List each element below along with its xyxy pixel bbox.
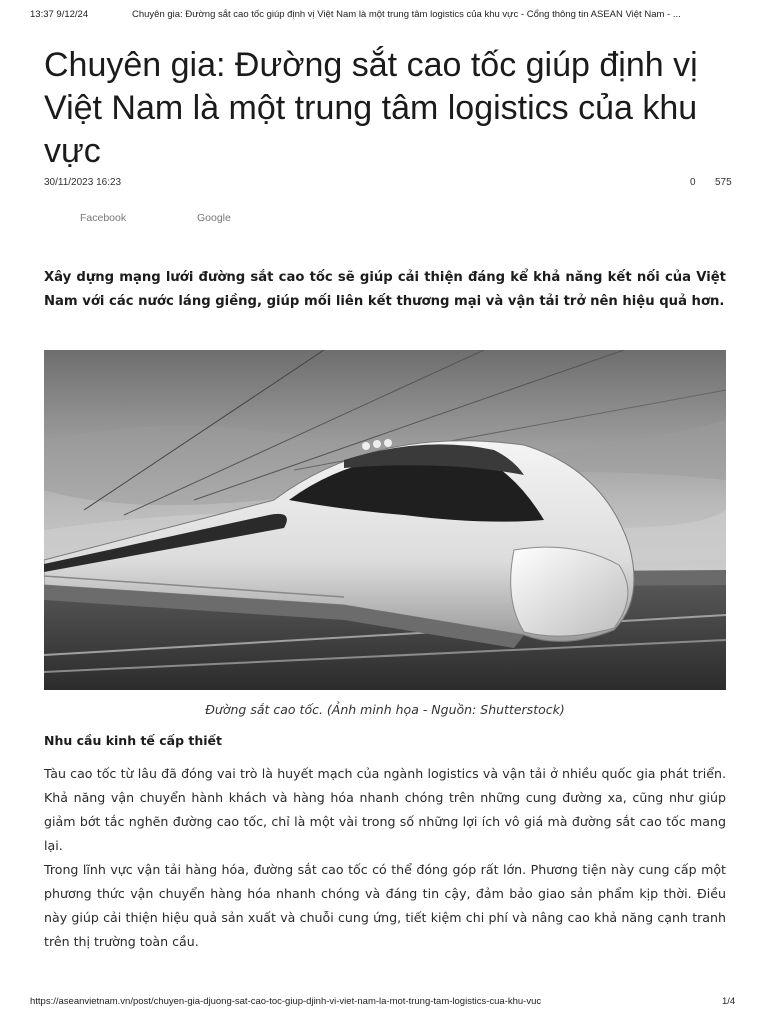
- high-speed-train-illustration: [44, 350, 726, 690]
- page-number: 1/4: [722, 996, 736, 1007]
- section-heading: Nhu cầu kinh tế cấp thiết: [44, 733, 223, 748]
- view-count: 575: [715, 177, 732, 188]
- page-url: https://aseanvietnam.vn/post/chuyen-gia-djuong-sat-cao-toc-giup-djinh-vi-viet-nam-la-mot-trung-tam-logistics-cua-khu-vuc: [30, 996, 542, 1007]
- image-caption: Đường sắt cao tốc. (Ảnh minh họa - Nguồn: Shutterstock): [205, 702, 565, 717]
- facebook-share-link[interactable]: Facebook: [80, 212, 127, 224]
- print-time: 13:37 9/12/24: [30, 9, 89, 20]
- article-title: Chuyên gia: Đường sắt cao tốc giúp định vị Việt Nam là một trung tâm logistics của khu vực: [44, 46, 698, 170]
- paragraph: Trong lĩnh vực vận tải hàng hóa, đường sắt cao tốc có thể đóng góp rất lớn. Phương tiện này cung cấp một phương thức vận chuyển hàng hóa nhanh chóng và đáng tin cậy, đảm bảo giao sản phẩm kịp thời. Điều này giúp cải thiện hiệu quả sản xuất và chuỗi cung ứng, tiết kiệm chi phí và nâng cao khả năng cạnh tranh trên thị trường toàn cầu.: [44, 862, 726, 949]
- paragraph: Tàu cao tốc từ lâu đã đóng vai trò là huyết mạch của ngành logistics và vận tải ở nhiều quốc gia phát triển. Khả năng vận chuyển hành khách và hàng hóa nhanh chóng trên những cung đường xa, cũng như giúp giảm bớt tắc nghẽn đường cao tốc, chỉ là một vài trong số những lợi ích vô giá mà đường sắt cao tốc mang lại.: [44, 766, 726, 853]
- comment-count: 0: [690, 177, 696, 188]
- article-lead: Xây dựng mạng lưới đường sắt cao tốc sẽ giúp cải thiện đáng kể khả năng kết nối của Việt Nam với các nước láng giềng, giúp mối liên kết thương mại và vận tải trở nên hiệu quả hơn.: [44, 270, 726, 309]
- print-page-title: Chuyên gia: Đường sắt cao tốc giúp định vị Việt Nam là một trung tâm logistics của khu vực - Cổng thông tin ASEAN Việt Nam - ...: [132, 9, 681, 20]
- article-hero-image: [44, 350, 726, 690]
- print-header: [0, 0, 768, 26]
- google-share-link[interactable]: Google: [197, 212, 231, 224]
- publish-date: 30/11/2023 16:23: [44, 177, 122, 188]
